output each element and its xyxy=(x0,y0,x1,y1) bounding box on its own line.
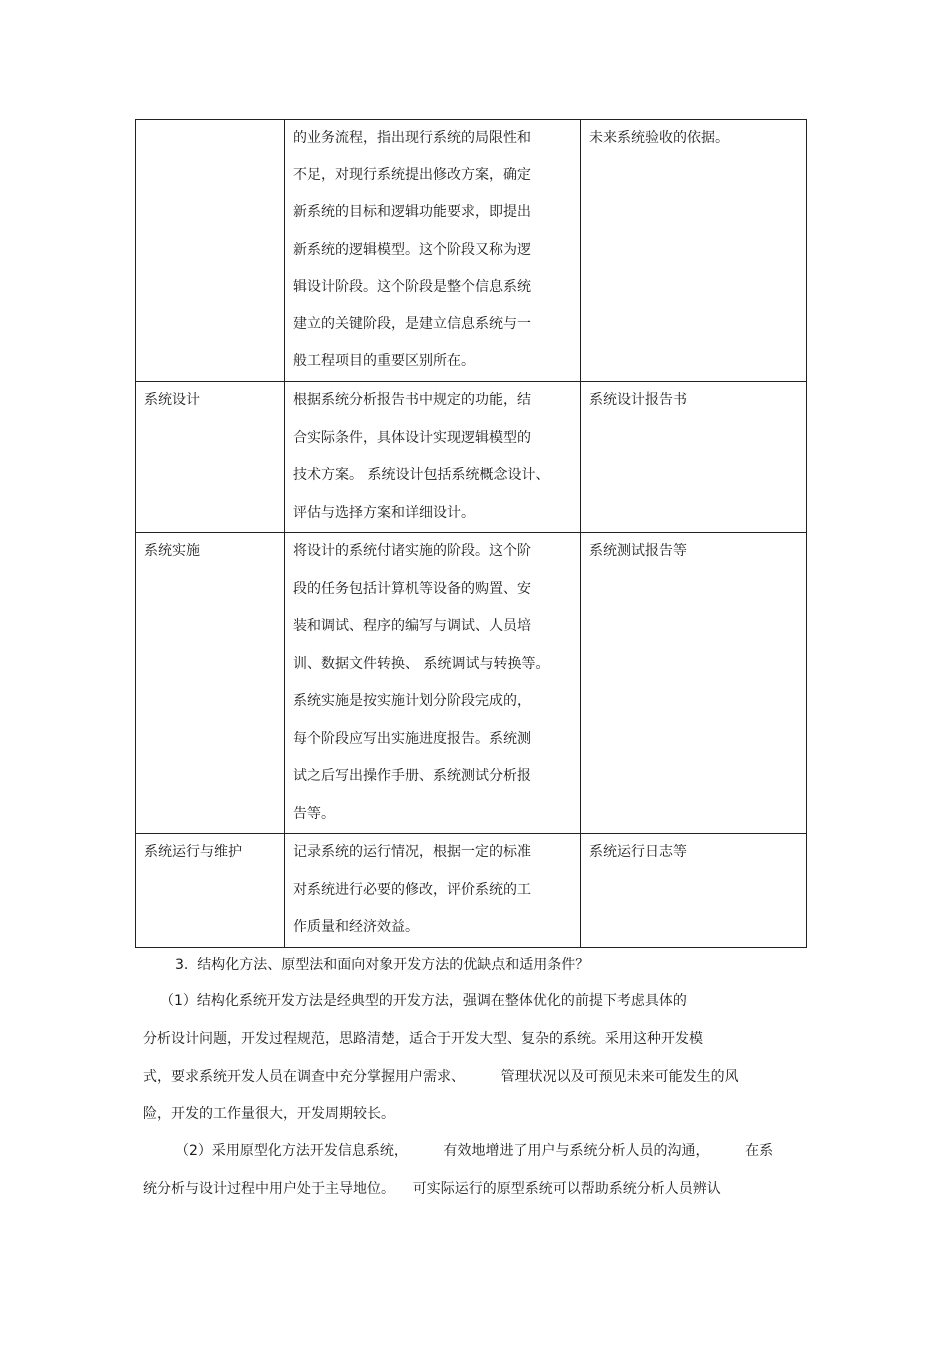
stage-cell: 系统实施 xyxy=(136,533,285,834)
content-cell xyxy=(285,120,581,382)
paragraph-line: 统分析与设计过程中用户处于主导地位。 可实际运行的原型系统可以帮助系统分析人员辨认 xyxy=(143,1181,721,1197)
content-line: 般工程项目的重要区别所在。 xyxy=(293,353,475,370)
content-line: 新系统的目标和逻辑功能要求，即提出 xyxy=(293,204,531,221)
content-line: 告等。 xyxy=(293,805,335,822)
content-line: 记录系统的运行情况，根据一定的标准 xyxy=(293,844,531,860)
content-line: 的业务流程，指出现行系统的局限性和 xyxy=(293,130,531,146)
content-line: 技术方案。 系统设计包括系统概念设计、 xyxy=(293,467,550,483)
paragraph-line: （1）结构化系统开发方法是经典型的开发方法，强调在整体优化的前提下考虑具体的 xyxy=(160,993,687,1009)
content-line: 训、数据文件转换、 系统调试与转换等。 xyxy=(293,655,550,672)
paragraph-line: 式，要求系统开发人员在调查中充分掌握用户需求、 管理状况以及可预见未来可能发生的风 xyxy=(143,1069,739,1085)
table-row xyxy=(136,120,807,382)
table-row xyxy=(136,533,807,834)
content-line: 不足，对现行系统提出修改方案，确定 xyxy=(293,167,531,184)
content-line: 每个阶段应写出实施进度报告。系统测 xyxy=(293,730,531,747)
paragraph-line: （2）采用原型化方法开发信息系统， 有效地增进了用户与系统分析人员的沟通， 在系 xyxy=(175,1143,774,1159)
content-line: 段的任务包括计算机等设备的购置、安 xyxy=(293,580,531,597)
content-cell xyxy=(285,533,581,834)
content-line: 对系统进行必要的修改，评价系统的工 xyxy=(293,881,531,898)
content-line: 试之后写出操作手册、系统测试分析报 xyxy=(293,768,531,784)
content-line: 新系统的逻辑模型。这个阶段又称为逻 xyxy=(293,241,531,258)
content-line: 评估与选择方案和详细设计。 xyxy=(293,504,475,521)
content-line: 根据系统分析报告书中规定的功能，结 xyxy=(293,392,531,408)
output-cell: 系统运行日志等 xyxy=(581,834,807,948)
content-cell xyxy=(285,834,581,948)
stage-cell: 系统设计 xyxy=(136,382,285,533)
table-row xyxy=(136,834,807,948)
output-cell: 未来系统验收的依据。 xyxy=(581,120,807,382)
content-line: 系统实施是按实施计划分阶段完成的， xyxy=(293,693,531,709)
content-line: 建立的关键阶段，是建立信息系统与一 xyxy=(293,315,531,332)
stage-cell: 系统运行与维护 xyxy=(136,834,285,948)
content-line: 作质量和经济效益。 xyxy=(293,919,419,935)
paragraph-line: 分析设计问题，开发过程规范，思路清楚，适合于开发大型、复杂的系统。采用这种开发模 xyxy=(143,1031,703,1047)
stage-cell xyxy=(136,120,285,382)
paragraph-line: 险，开发的工作量很大，开发周期较长。 xyxy=(143,1106,395,1122)
stage-table xyxy=(135,119,807,948)
content-line: 将设计的系统付诸实施的阶段。这个阶 xyxy=(293,543,531,559)
output-cell: 系统测试报告等 xyxy=(581,533,807,834)
output-cell: 系统设计报告书 xyxy=(581,382,807,533)
content-cell xyxy=(285,382,581,533)
content-line: 辑设计阶段。这个阶段是整个信息系统 xyxy=(293,278,531,295)
question-heading: 3. 结构化方法、原型法和面向对象开发方法的优缺点和适用条件？ xyxy=(175,957,590,973)
content-line: 合实际条件，具体设计实现逻辑模型的 xyxy=(293,429,531,446)
content-line: 装和调试、程序的编写与调试、人员培 xyxy=(293,618,531,634)
table-row xyxy=(136,382,807,533)
